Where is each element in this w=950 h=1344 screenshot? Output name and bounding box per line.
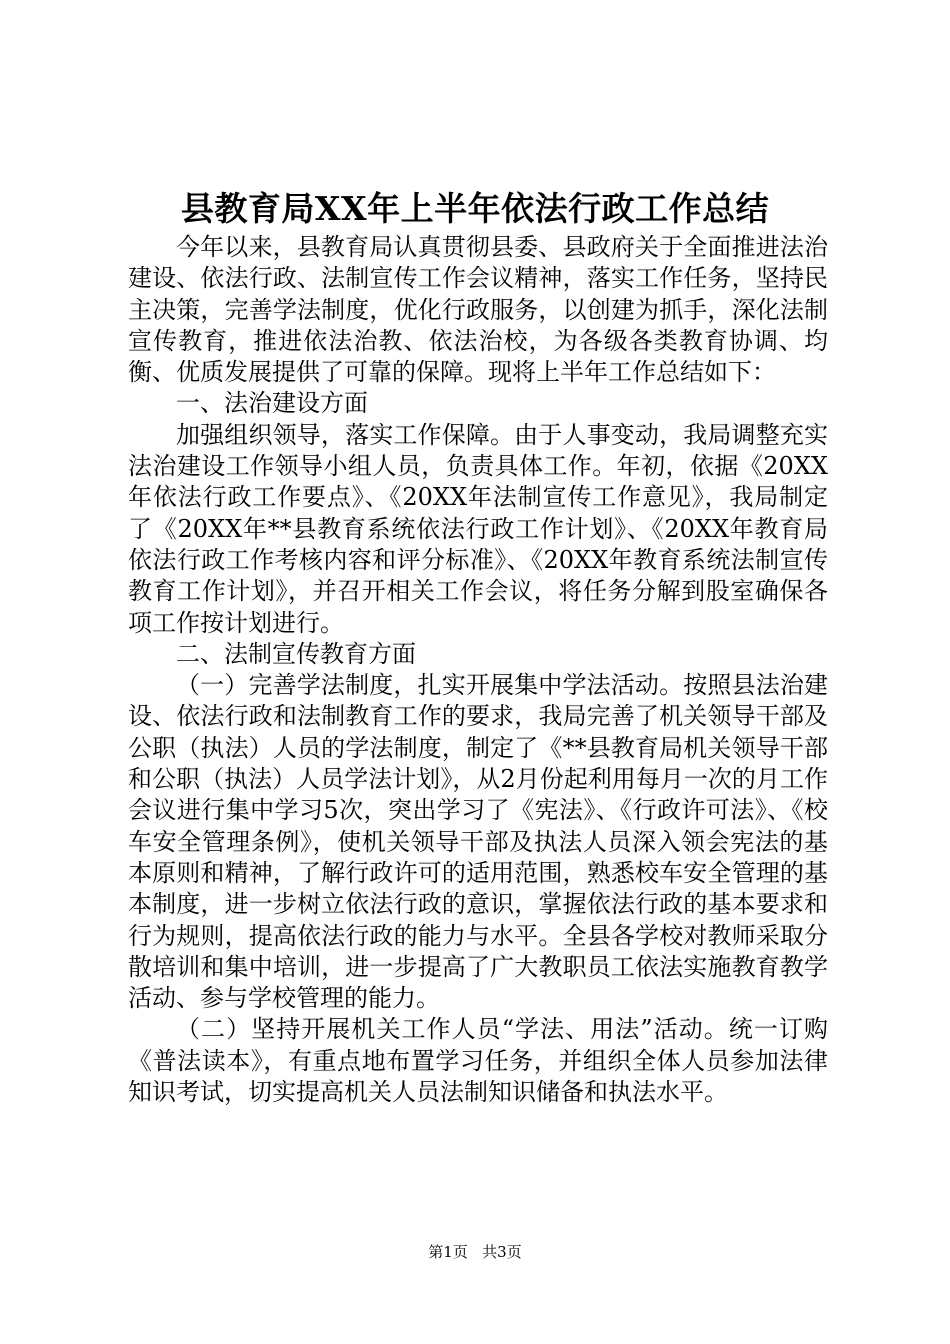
intro-paragraph: 今年以来，县教育局认真贯彻县委、县政府关于全面推进法治建设、依法行政、法制宣传工作会议精神，落实工作任务，坚持民主决策，完善学法制度，优化行政服务，以创建为抓手，深化法制宣传教育，推进依法治教、依法治校，为各级各类教育协调、均衡、优质发展提供了可靠的保障。现将上半年工作总结如下： [128,233,828,387]
section-paragraph-study-activity: （二）坚持开展机关工作人员“学法、用法”活动。统一订购《普法读本》，有重点地布置学习任务，并组织全体人员参加法律知识考试，切实提高机关人员法制知识储备和执法水平。 [128,1015,828,1107]
page-number: 第1页 [428,1243,468,1261]
document-title: 县教育局XX年上半年依法行政工作总结 [180,189,770,228]
section-heading-legal-construction: 一、法治建设方面 [176,389,368,418]
page-total: 共3页 [482,1243,522,1261]
section-paragraph-study-system: （一）完善学法制度，扎实开展集中学法活动。按照县法治建设、依法行政和法制教育工作的要求，我局完善了机关领导干部及公职（执法）人员的学法制度，制定了《**县教育局机关领导干部和公职（执法）人员学法计划》，从2月份起利用每月一次的月工作会议进行集中学习5次，突出学习了《宪法》、《行政许可法》、《校车安全管理条例》，使机关领导干部及执法人员深入领会宪法的基本原则和精神，了解行政许可的适用范围，熟悉校车安全管理的基本制度，进一步树立依法行政的意识，掌握依法行政的基本要求和行为规则，提高依法行政的能力与水平。全县各学校对教师采取分散培训和集中培训，进一步提高了广大教职员工依法实施教育教学活动、参与学校管理的能力。 [128,671,828,1013]
page-separator [473,1243,478,1261]
section-paragraph-legal-construction: 加强组织领导，落实工作保障。由于人事变动，我局调整充实法治建设工作领导小组人员，负责具体工作。年初，依据《20XX年依法行政工作要点》、《20XX年法制宣传工作意见》，我局制定了《20XX年**县教育系统依法行政工作计划》、《20XX年教育局依法行政工作考核内容和评分标准》、《20XX年教育系统法制宣传教育工作计划》，并召开相关工作会议，将任务分解到股室确保各项工作按计划进行。 [128,420,828,637]
page-footer [0,1242,950,1262]
section-heading-legal-education: 二、法制宣传教育方面 [176,639,416,668]
document-body [128,232,828,1108]
